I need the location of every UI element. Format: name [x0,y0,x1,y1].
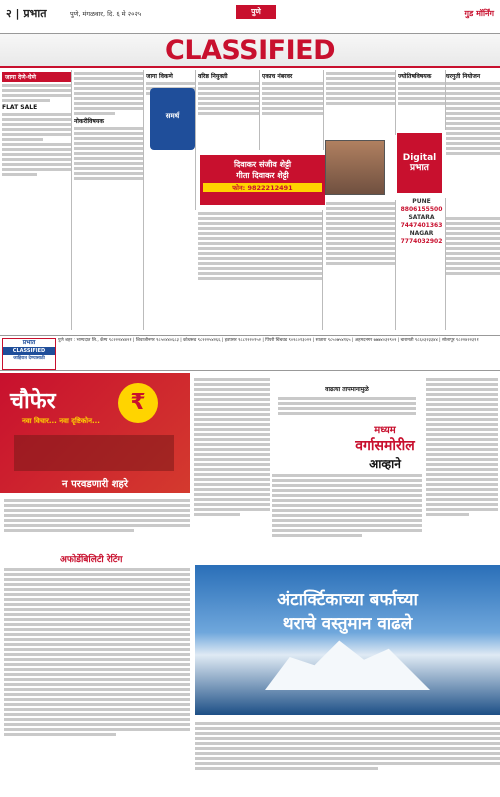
antarctica-image [195,565,500,715]
promo-line-1: दिवाकर संजीव शेट्टी [233,160,292,169]
choufer-title: चौफेर [10,389,56,414]
ticker-text: पुणे शहर : भाग्यदात लि., कॅम्प ९८२२२४४४२१ | शिवाजीनगर ९८५०४४०६८३ | कोथरूड ९८२२२५४२६६ | हडपसर ९८८१२२०१५२ | पिंपरी चिंचवड ९०२८०१३०२२ | सातारा ९८५०७५४१६५ | अहमदनगर ७७७४०३२९०२ | बारामती ९८६०३२३३४४ | सोलापूर ९८२२४२२३११ [58,338,479,343]
logo-bottom: जाहिरात देण्यासाठी [13,356,45,361]
pune-phone: 8806155500 [400,206,443,213]
classified-logo [2,338,56,370]
city-badge: पुणे [236,5,276,19]
ekach-number-heading: एकाच नंबरवर [262,73,293,80]
promo-box [200,155,325,205]
jaga-vikane-heading: जागा विकणे [146,73,173,80]
antarctica-title-line-1: अंटार्क्टिकाच्या बर्फाच्या [277,590,418,610]
classified-column-8 [326,200,396,330]
classified-column-7 [326,70,396,135]
varishtha-heading: वरिष्ठ नियुक्ती [198,73,228,80]
classified-column-5 [262,70,324,150]
right-article-body [426,376,498,562]
nagar-phone: 7774032902 [400,238,443,245]
classified-column-2 [74,70,144,330]
center-h1: मध्यम [374,425,396,436]
affordability-heading: अफोर्डेबिलिटी रेटिंग [60,555,123,565]
gharguti-heading: घरगुती नियोजन [446,73,481,80]
edition-label: गुड मॉर्निंग [464,9,494,18]
antarctica-title-line-2: थराचे वस्तुमान वाढले [282,614,413,634]
flat-sale-heading: FLAT SALE [2,104,38,111]
center-h2: वर्गासमोरील [355,438,415,454]
classified-column-11 [446,215,500,330]
contact-numbers [398,198,446,330]
choufer-body [4,497,190,547]
jyotish-heading: ज्योतिषविषयक [398,73,432,80]
banner-title: CLASSIFIED [165,35,335,66]
antarctica-body [195,720,500,792]
classified-column-9 [398,70,446,130]
pune-label: PUNE [412,198,431,205]
logo-mid: CLASSIFIED [3,347,55,355]
classified-column-1 [2,70,72,330]
logo-top: प्रभात [22,339,36,346]
promo-phone: फोन: 9822212491 [203,183,322,192]
center-kicker-block [272,376,422,410]
digital-prabhat-logo: Digital प्रभात [397,133,442,193]
advertiser-photo [325,140,385,195]
center-kicker: वाढत्या तापमानामुळे [325,386,369,393]
satara-phone: 7447401363 [400,222,443,229]
mascot-image: समर्थ [150,88,195,150]
date-line: पुणे, मंगळवार, दि. ६ मे २०२५ [70,10,142,18]
affordability-body [4,566,190,792]
center-h3: आव्हाने [369,457,401,471]
nagar-label: NAGAR [409,230,434,237]
classified-banner [0,34,500,68]
classified-column-6 [198,210,323,330]
satara-label: SATARA [408,214,435,221]
column-1-heading: जागा देणे-घेणे [2,72,71,82]
middle-article-body [194,376,270,562]
promo-line-2: गीता दिवाकर शेट्टी [236,171,289,180]
classified-column-10 [446,70,500,210]
iceberg-shape [265,635,430,690]
center-article-body [272,472,422,562]
page-header [0,0,500,34]
classified-ticker [0,335,500,371]
city-skyline-image [14,435,174,471]
classified-column-4 [198,70,260,150]
page-number: २ | प्रभात [6,7,47,20]
choufer-feature [0,373,190,493]
choufer-subtitle: नवा विचार... नवा दृष्टिकोन... [22,417,100,425]
choufer-headline: न परवडणारी शहरे [62,479,128,490]
rupee-icon: ₹ [118,383,158,423]
naukri-heading: नोकरीविषयक [74,118,104,125]
